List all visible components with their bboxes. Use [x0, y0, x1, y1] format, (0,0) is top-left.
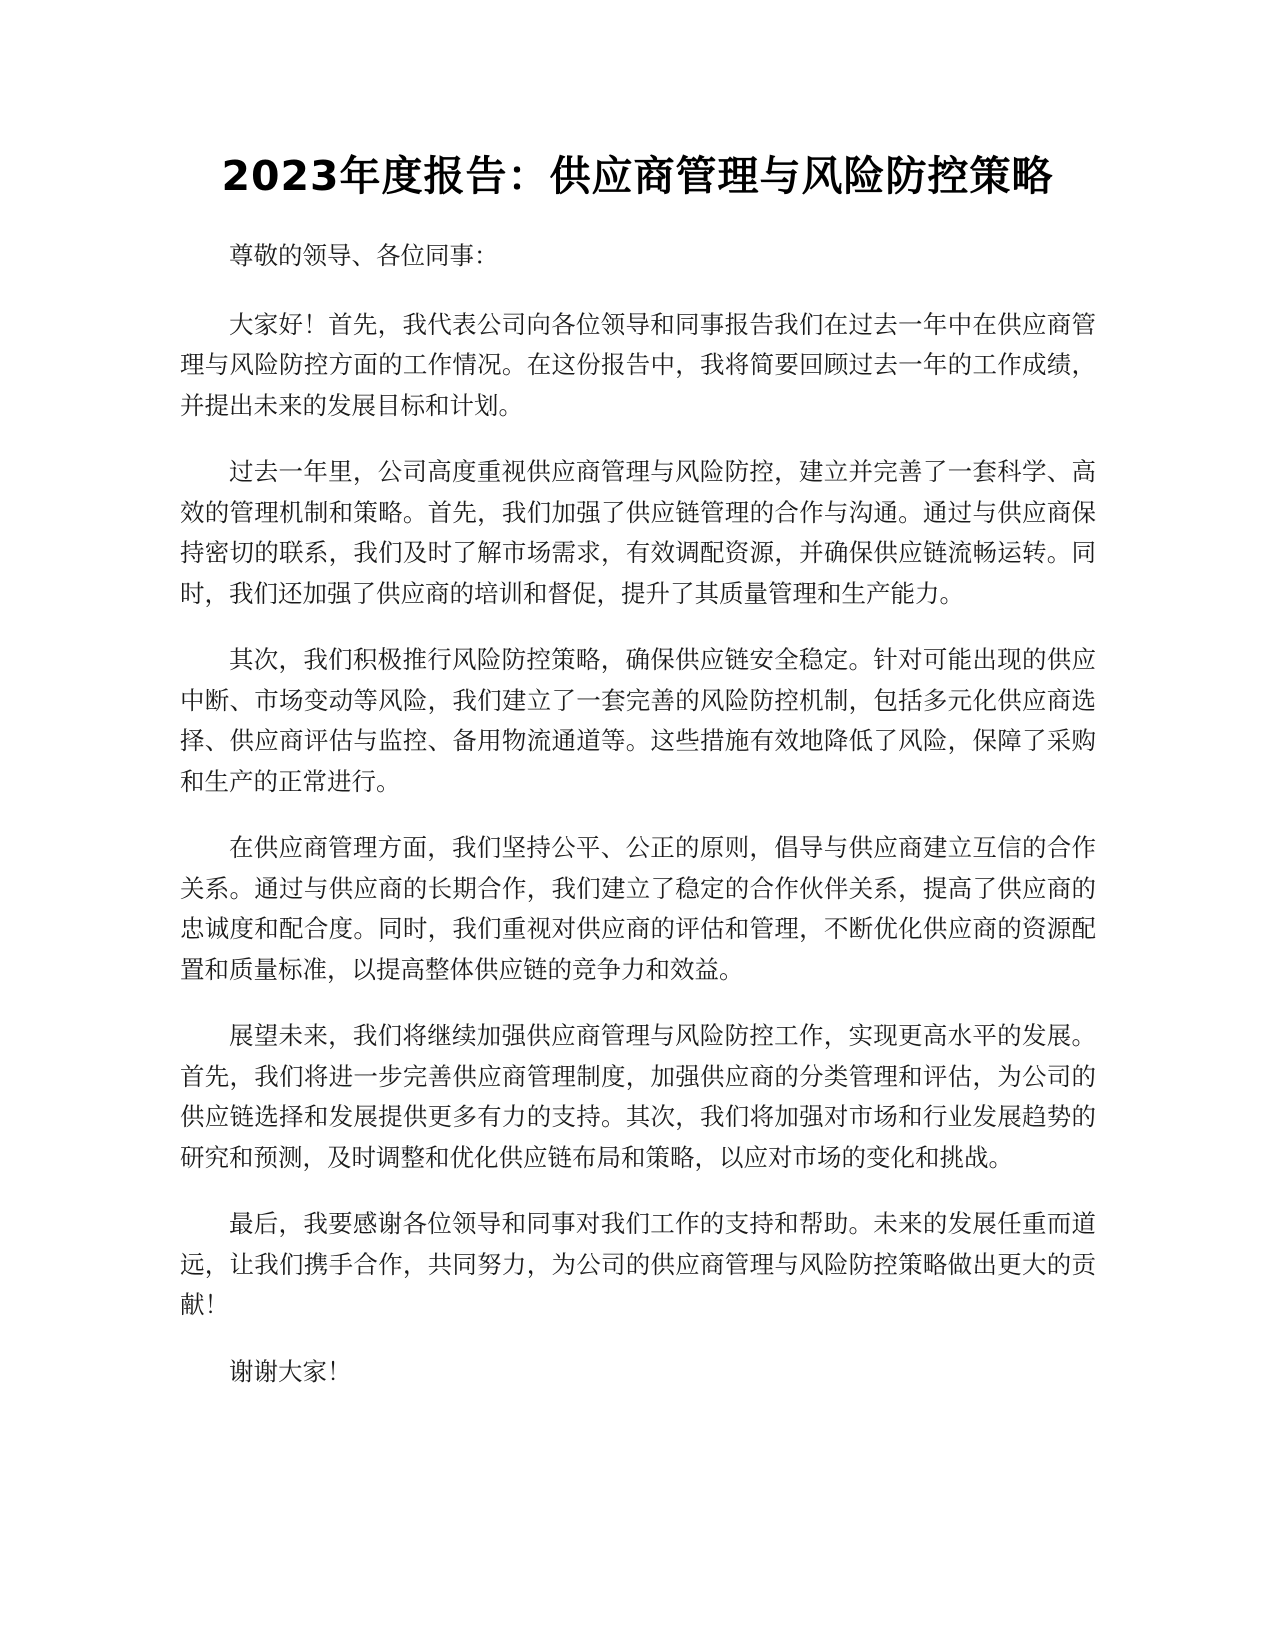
- salutation-paragraph: 尊敬的领导、各位同事：: [229, 241, 499, 270]
- supplier-management-paragraph: 在供应商管理方面，我们坚持公平、公正的原则，倡导与供应商建立互信的合作关系。通过与供应商的长期合作，我们建立了稳定的合作伙伴关系，提高了供应商的忠诚度和配合度。同时，我们重视对供应商的评估和管理，不断优化供应商的资源配置和质量标准，以提高整体供应链的竞争力和效益。: [180, 833, 1096, 984]
- document-body: [180, 236, 1096, 1418]
- closing-paragraph: 谢谢大家！: [229, 1356, 352, 1386]
- outlook-paragraph: 展望未来，我们将继续加强供应商管理与风险防控工作，实现更高水平的发展。首先，我们将进一步完善供应商管理制度，加强供应商的分类管理和评估，为公司的供应链选择和发展提供更多有力的支持。其次，我们将加强对市场和行业发展趋势的研究和预测，及时调整和优化供应链布局和策略，以应对市场的变化和挑战。: [180, 1021, 1096, 1172]
- thanks-paragraph: 最后，我要感谢各位领导和同事对我们工作的支持和帮助。未来的发展任重而道远，让我们携手合作，共同努力，为公司的供应商管理与风险防控策略做出更大的贡献！: [180, 1209, 1096, 1319]
- review-paragraph: 过去一年里，公司高度重视供应商管理与风险防控，建立并完善了一套科学、高效的管理机制和策略。首先，我们加强了供应链管理的合作与沟通。通过与供应商保持密切的联系，我们及时了解市场需求，有效调配资源，并确保供应链流畅运转。同时，我们还加强了供应商的培训和督促，提升了其质量管理和生产能力。: [180, 457, 1096, 608]
- risk-control-paragraph: 其次，我们积极推行风险防控策略，确保供应链安全稳定。针对可能出现的供应中断、市场变动等风险，我们建立了一套完善的风险防控机制，包括多元化供应商选择、供应商评估与监控、备用物流通道等。这些措施有效地降低了风险，保障了采购和生产的正常进行。: [180, 645, 1096, 796]
- opening-paragraph: 大家好！首先，我代表公司向各位领导和同事报告我们在过去一年中在供应商管理与风险防控方面的工作情况。在这份报告中，我将简要回顾过去一年的工作成绩，并提出未来的发展目标和计划。: [180, 309, 1096, 420]
- document-title: 2023年度报告：供应商管理与风险防控策略: [221, 152, 1054, 200]
